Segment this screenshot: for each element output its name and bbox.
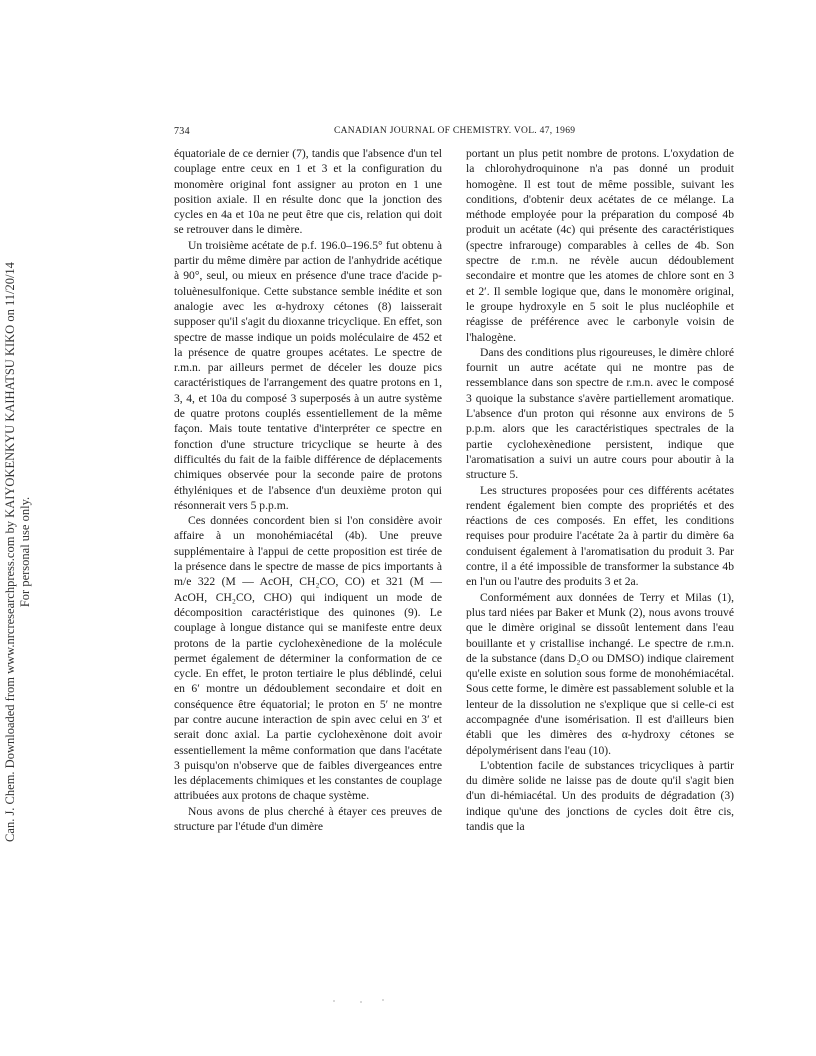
right-column — [466, 146, 734, 834]
paragraph: Dans des conditions plus rigoureuses, le dimère chloré fournit un autre acétate qui ne montre pas de ressemblance dans son spectre de r.m.n. avec le composé 3 quoique la substance s'avère partiellement aromatique. L'absence d'un proton qui résonne aux environs de 5 p.p.m. alors que les caractéristiques spectrales de la partie cyclohexènedione persistent, indique que l'aromatisation a suivi un autre cours pour aboutir à la structure 5. — [466, 345, 734, 482]
paragraph: L'obtention facile de substances tricycliques à partir du dimère solide ne laisse pas de doute qu'il s'agit bien d'un di-hémiacétal. Un des produits de dégradation (3) indique qu'une des jonctions de cycles doit être cis, tandis que la — [466, 758, 734, 834]
download-watermark — [3, 172, 55, 932]
scan-speck — [333, 1000, 335, 1002]
paragraph: Ces données concordent bien si l'on considère avoir affaire à un monohémiacétal (4b). Une preuve supplémentaire à l'appui de cette proposition est tirée de la présence dans le spectre de masse de pics importants à m/e 322 (M — AcOH, CH₂CO, CO) et 321 (M — AcOH, CH₂CO, CHO) qui indiquent un mode de décomposition caractéristique des quinones (9). Le couplage à longue distance qui se manifeste entre deux protons de la partie cyclohexènedione de la molécule permet également de déterminer la conformation de ce cycle. En effet, le proton tertiaire le plus déblindé, celui en 6′ montre un dédoublement secondaire et doit en conséquence être équatorial; le proton en 5′ ne montre par contre aucune interaction de spin avec celui en 3′ et serait donc axial. La partie cyclohexènone doit avoir essentiellement la même conformation que dans l'acétate 3 puisqu'on n'observe que de faibles divergeances entre les déplacements chimiques et les constantes de couplage attribuées aux protons de chaque système. — [174, 514, 442, 803]
journal-title: CANADIAN JOURNAL OF CHEMISTRY. VOL. 47, 1969 — [334, 126, 576, 136]
scan-speck — [360, 1001, 362, 1003]
paragraph: Les structures proposées pour ces différents acétates rendent également bien compte des propriétés et des réactions de ces composés. En effet, les conditions requises pour produire l'acétate 2a à partir du dimère 6a conduisent également à l'aromatisation du produit 3. Par contre, il a été impossible de transformer la substance 4b en l'un ou l'autre des produits 3 et 2a. — [466, 483, 734, 589]
left-column — [174, 146, 442, 834]
watermark-line-2: For personal use only. — [18, 496, 32, 608]
paragraph: portant un plus petit nombre de protons. L'oxydation de la chlorohydroquinone n'a pas donné un produit homogène. Il est tout de même possible, suivant les conditions, d'obtenir deux acétates de ce mélange. La méthode employée pour la préparation du composé 4b produit un acétate (4c) qui présente des caractéristiques (spectre infrarouge) comparables à celles de 4b. Son spectre de r.m.n. ne révèle aucun dédoublement secondaire et montre que les atomes de chlore sont en 3 et 2′. Il semble logique que, dans le monomère original, le groupe hydroxyle en 5 soit le plus nucléophile et réagisse de préférence avec le carbonyle voisin de l'halogène. — [466, 147, 734, 344]
watermark-line-1: Can. J. Chem. Downloaded from www.nrcresearchpress.com by KAIYOKENKYU KAIHATSU KIKO on 11/20/14 — [3, 262, 17, 842]
paragraph: Nous avons de plus cherché à étayer ces preuves de structure par l'étude d'un dimère — [174, 804, 442, 834]
page-number: 734 — [174, 126, 190, 137]
paragraph: équatoriale de ce dernier (7), tandis que l'absence d'un tel couplage entre ceux en 1 et 3 et la configuration du monomère original font assigner au proton en 1 une position axiale. Il en résulte donc que la jonction des cycles en 4a et 10a ne peut être que cis, relation qui doit se retrouver dans le dimère. — [174, 147, 442, 237]
paragraph: Conformément aux données de Terry et Milas (1), plus tard niées par Baker et Munk (2), nous avons trouvé que le dimère original se dissoût lentement dans l'eau bouillante et y cristallise inchangé. Le spectre de r.m.n. de la substance (dans D₂O ou DMSO) indique clairement qu'elle existe en solution sous forme de monohémiacétal. Sous cette forme, le dimère est passablement soluble et la lenteur de la dissolution ne s'explique que si celle-ci est accompagnée d'une isomérisation. Il est d'ailleurs bien établi que les dimères des α-hydroxy cétones se dépolymérisent dans l'eau (10). — [466, 590, 734, 757]
paragraph: Un troisième acétate de p.f. 196.0–196.5° fut obtenu à partir du même dimère par action de l'anhydride acétique à 90°, seul, ou mieux en présence d'une trace d'acide p-toluènesulfonique. Cette substance semble inédite et son analogie avec les α-hydroxy cétones (8) laisserait supposer qu'il s'agit du dioxanne tricyclique. En effet, son spectre de masse indique un poids moléculaire de 452 et la présence de quatre groupes acétates. Le spectre de r.m.n. par ailleurs permet de déceler les douze pics caractéristiques de l'arrangement des quatre protons en 1, 3, 4, et 10a du composé 3 superposés à un autre système de quatre protons couplés essentiellement de la même façon. Mais toute tentative d'interpréter ce spectre en fonction d'une structure tricyclique se heurte à des difficultés du fait de la faible différence de déplacements chimiques observée pour la seconde paire de protons éthyléniques et de l'absence d'un deuxième proton qui résonnerait vers 5 p.p.m. — [174, 238, 442, 512]
scan-speck — [382, 999, 384, 1001]
